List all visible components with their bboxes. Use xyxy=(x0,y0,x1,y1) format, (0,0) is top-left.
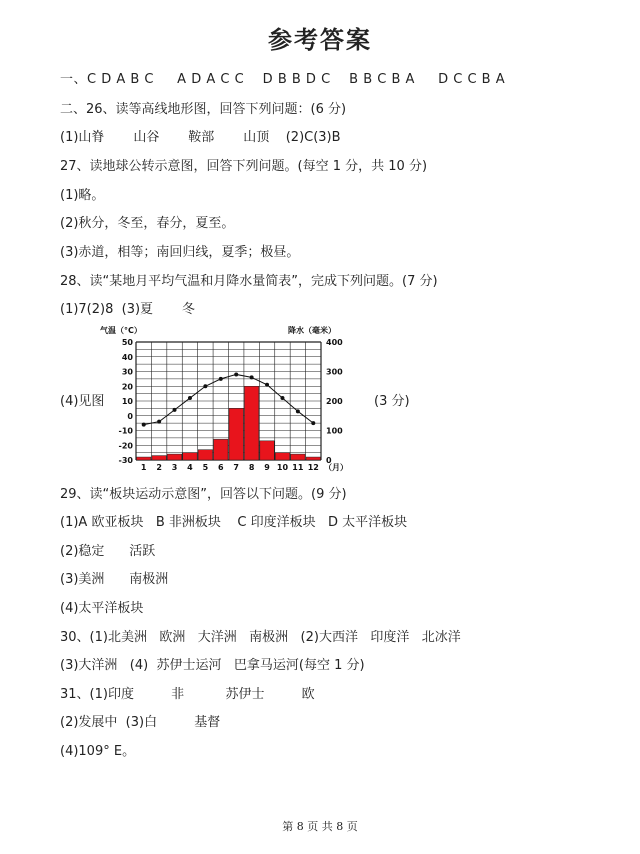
temp-point xyxy=(311,421,315,425)
month-tick-label: 5 xyxy=(202,463,209,472)
temp-point xyxy=(157,420,161,424)
precip-tick-label: 400 xyxy=(326,338,343,347)
month-tick-label: 8 xyxy=(248,463,255,472)
page-title: 参考答案 xyxy=(268,26,372,54)
month-axis-suffix: （月） xyxy=(324,463,348,472)
precip-bar xyxy=(275,453,289,460)
chart-right-axis-title: 降水（毫米） xyxy=(288,326,336,335)
temp-tick-label: 50 xyxy=(121,338,133,347)
answer-line-q29-1: (1)A 欧亚板块 B 非洲板块 C 印度洋板块 D 太平洋板块 xyxy=(60,515,408,530)
answer-line-q31-2: (2)发展中 (3)白 基督 xyxy=(60,715,221,730)
month-tick-label: 2 xyxy=(156,463,162,472)
precip-bar xyxy=(214,439,228,460)
answer-line-q29: 29、读“板块运动示意图”，回答以下问题。(9 分) xyxy=(60,487,347,502)
answer-line-q27-1: (1)略。 xyxy=(60,188,105,203)
temp-point xyxy=(265,383,269,387)
answer-line-q29-4: (4)太平洋板块 xyxy=(60,601,144,616)
precip-bar xyxy=(260,441,274,460)
page-footer: 第 8 页 共 8 页 xyxy=(282,820,358,833)
chart-row-label: (4)见图 xyxy=(60,394,105,409)
answer-line-q27-2: (2)秋分，冬至，春分，夏至。 xyxy=(60,216,235,231)
answer-line-q29-2: (2)稳定 活跃 xyxy=(60,544,156,559)
temp-tick-label: 0 xyxy=(127,411,133,421)
chart-row-score: (3 分) xyxy=(374,394,410,409)
temp-tick-label: -20 xyxy=(118,441,133,451)
answer-line-q31-1: 31、(1)印度 非 苏伊士 欧 xyxy=(60,687,315,702)
temp-point xyxy=(250,375,254,379)
answer-line-q30-1: 30、(1)北美洲 欧洲 大洋洲 南极洲 (2)大西洋 印度洋 北冰洋 xyxy=(60,630,461,645)
month-tick-label: 3 xyxy=(171,463,178,472)
precip-bar xyxy=(137,457,151,460)
answer-line-q27: 27、读地球公转示意图，回答下列问题。(每空 1 分，共 10 分) xyxy=(60,159,428,174)
temp-tick-label: -30 xyxy=(118,456,133,465)
temp-point xyxy=(173,408,177,412)
month-tick-label: 10 xyxy=(276,463,289,472)
temp-point xyxy=(219,377,223,381)
answer-line-q26: 二、26、读等高线地形图，回答下列问题：(6 分) xyxy=(60,102,347,117)
answer-line-q29-3: (3)美洲 南极洲 xyxy=(60,572,169,587)
precip-bar xyxy=(167,454,181,460)
temp-point xyxy=(188,396,192,400)
precip-tick-label: 100 xyxy=(326,426,343,436)
temp-tick-label: -10 xyxy=(118,426,133,436)
month-tick-label: 11 xyxy=(292,463,304,472)
precip-bar xyxy=(198,450,212,460)
precip-bar xyxy=(306,457,320,460)
temp-tick-label: 10 xyxy=(121,397,133,406)
chart-grid xyxy=(136,342,321,460)
temp-point xyxy=(203,384,207,388)
answer-line-mcq: 一、C D A B C A D A C C D B B D C B B C B A D C C B A xyxy=(60,72,506,87)
temp-point xyxy=(234,372,238,376)
answer-line-q27-3: (3)赤道，相等；南回归线，夏季；极昼。 xyxy=(60,245,300,260)
precip-bar xyxy=(152,456,166,460)
chart-left-axis-title: 气温（°C） xyxy=(100,326,142,335)
month-tick-label: 9 xyxy=(264,463,270,472)
month-tick-label: 1 xyxy=(140,463,147,472)
temp-tick-label: 30 xyxy=(121,367,133,377)
temp-tick-label: 20 xyxy=(121,382,133,392)
month-tick-label: 7 xyxy=(233,463,239,472)
answer-line-q30-2: (3)大洋洲 (4) 苏伊士运河 巴拿马运河(每空 1 分) xyxy=(60,658,365,673)
climate-chart xyxy=(98,326,358,476)
precip-bar xyxy=(291,454,305,460)
precip-tick-label: 200 xyxy=(326,397,343,406)
precip-tick-label: 300 xyxy=(326,367,343,377)
precip-bar xyxy=(244,386,258,460)
answer-line-q31-3: (4)109° E。 xyxy=(60,744,136,759)
temp-tick-label: 40 xyxy=(121,352,133,362)
precip-bar xyxy=(183,453,197,460)
temp-point xyxy=(142,423,146,427)
month-tick-label: 12 xyxy=(307,463,319,472)
answer-line-q26-1: (1)山脊 山谷 鞍部 山顶 (2)C(3)B xyxy=(60,130,341,145)
answer-line-q28-1: (1)7(2)8 (3)夏 冬 xyxy=(60,302,195,317)
month-tick-label: 6 xyxy=(218,463,224,472)
temp-point xyxy=(296,409,300,413)
answer-line-q28: 28、读“某地月平均气温和月降水量简表”，完成下列问题。(7 分) xyxy=(60,274,438,289)
precip-tick-label: 0 xyxy=(326,456,332,465)
month-tick-label: 4 xyxy=(187,463,193,472)
precip-bar xyxy=(229,408,243,460)
temp-point xyxy=(280,396,284,400)
